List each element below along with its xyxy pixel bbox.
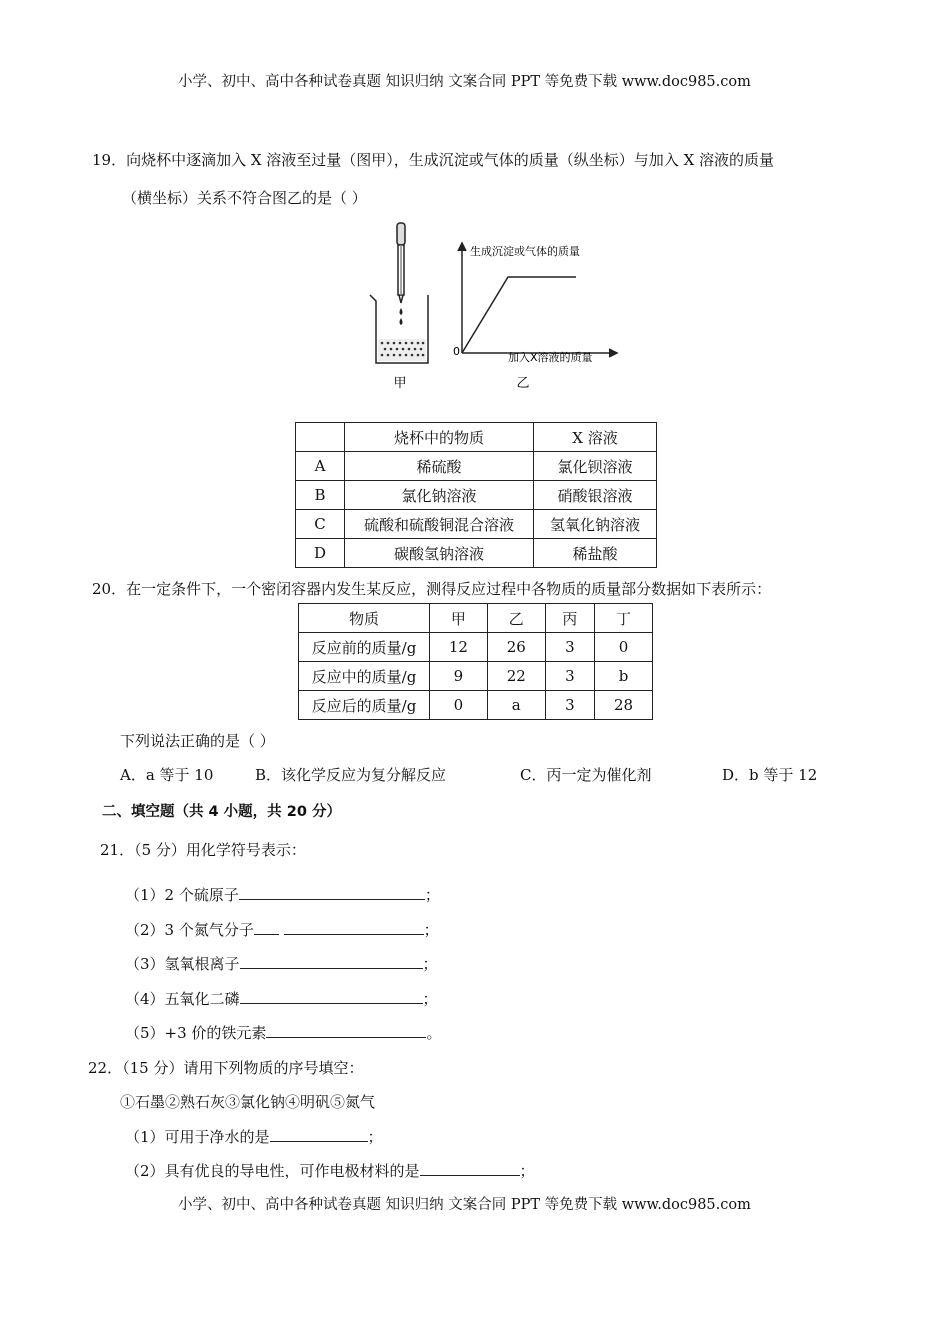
table-cell: B: [296, 481, 345, 510]
q19-stem-line1: 19．向烧杯中逐滴加入 X 溶液至过量（图甲），生成沉淀或气体的质量（纵坐标）与加入 X 溶液的质量: [92, 151, 775, 169]
q21-item-1: [125, 883, 440, 905]
q21-item-5: [125, 1021, 441, 1043]
q22-item-1: [125, 1125, 383, 1147]
q20-stem: 20．在一定条件下，一个密闭容器内发生某反应，测得反应过程中各物质的质量部分数据如下表所示：: [92, 580, 772, 598]
table-cell: 9: [430, 662, 488, 691]
table-cell: 0: [595, 633, 653, 662]
q21-item-label: （2）3 个氮气分子: [125, 921, 254, 939]
table-cell: 硫酸和硫酸铜混合溶液: [345, 510, 534, 539]
table-cell: C: [296, 510, 345, 539]
table-header-cell: [296, 423, 345, 452]
q20-option-c: C．丙一定为催化剂: [520, 766, 652, 784]
answer-blank[interactable]: [240, 987, 423, 1004]
table-row: [296, 423, 657, 452]
beaker-liquid: [378, 339, 426, 361]
table-row: [299, 662, 653, 691]
q21-item-end: 。: [426, 1024, 442, 1042]
table-row: [299, 633, 653, 662]
table-cell: A: [296, 452, 345, 481]
q20-table: [298, 603, 653, 720]
q21-item-4: [125, 987, 438, 1009]
dropper-icon: [397, 223, 405, 303]
table-header-cell: 物质: [299, 604, 430, 633]
q21-item-label: （1）2 个硫原子: [125, 886, 239, 904]
q21-item-label: （3）氢氧根离子: [125, 955, 240, 973]
table-cell: a: [487, 691, 545, 720]
table-row: [296, 481, 657, 510]
q22-stem: 22．（15 分）请用下列物质的序号填空：: [88, 1059, 364, 1077]
table-cell: 反应后的质量/g: [299, 691, 430, 720]
y-axis-label: 生成沉淀或气体的质量: [470, 245, 580, 258]
table-cell: 稀硫酸: [345, 452, 534, 481]
table-header-cell: 丙: [545, 604, 594, 633]
table-cell: 3: [545, 691, 594, 720]
q20-option-a: A．a 等于 10: [120, 766, 214, 784]
answer-blank[interactable]: [240, 952, 423, 969]
q19-table: [295, 422, 657, 568]
table-row: [296, 452, 657, 481]
q19-stem-line2: （横坐标）关系不符合图乙的是（ ）: [122, 189, 367, 207]
table-cell: 0: [430, 691, 488, 720]
q22-item-2: [125, 1159, 535, 1181]
answer-blank[interactable]: [284, 918, 424, 935]
q21-item-end: ；: [422, 990, 438, 1008]
answer-blank[interactable]: [266, 1021, 426, 1038]
drop-icon: [400, 308, 403, 315]
graph-axes: [458, 243, 617, 357]
label-yi: 乙: [516, 376, 530, 391]
q20-question: 下列说法正确的是（ ）: [120, 732, 275, 750]
q22-item-end: ；: [519, 1162, 535, 1180]
table-row: [299, 691, 653, 720]
table-cell: 氯化钠溶液: [345, 481, 534, 510]
table-cell: 3: [545, 662, 594, 691]
answer-blank[interactable]: [254, 918, 279, 935]
label-jia: 甲: [393, 376, 407, 391]
table-header-cell: 乙: [487, 604, 545, 633]
table-header-cell: X 溶液: [534, 423, 657, 452]
answer-blank[interactable]: [239, 883, 425, 900]
table-cell: 26: [487, 633, 545, 662]
table-cell: 硝酸银溶液: [534, 481, 657, 510]
table-cell: 稀盐酸: [534, 539, 657, 568]
q20-option-b: B．该化学反应为复分解反应: [255, 766, 447, 784]
table-header-cell: 烧杯中的物质: [345, 423, 534, 452]
section-title: 二、填空题（共 4 小题，共 20 分）: [102, 804, 341, 820]
table-cell: 28: [595, 691, 653, 720]
q19-figure: [360, 215, 630, 395]
table-row: [296, 539, 657, 568]
drop-icon: [400, 318, 403, 325]
table-cell: 氢氧化钠溶液: [534, 510, 657, 539]
q20-option-d: D．b 等于 12: [722, 766, 818, 784]
table-header-cell: 甲: [430, 604, 488, 633]
table-cell: D: [296, 539, 345, 568]
q21-item-label: （5）+3 价的铁元素: [125, 1024, 267, 1042]
x-axis-label: 加入X溶液的质量: [508, 351, 593, 364]
table-cell: 12: [430, 633, 488, 662]
answer-blank[interactable]: [420, 1159, 520, 1176]
q22-item-end: ；: [367, 1128, 383, 1146]
origin-label: 0: [453, 345, 460, 358]
q21-item-end: ；: [424, 886, 440, 904]
table-cell: 反应前的质量/g: [299, 633, 430, 662]
q21-item-3: [125, 952, 438, 974]
q22-item-label: （2）具有优良的导电性，可作电极材料的是: [125, 1162, 420, 1180]
q22-item-label: （1）可用于净水的是: [125, 1128, 270, 1146]
q21-stem: 21．（5 分）用化学符号表示：: [100, 841, 306, 859]
q22-substances: ①石墨②熟石灰③氯化钠④明矾⑤氮气: [120, 1093, 376, 1111]
q21-item-label: （4）五氧化二磷: [125, 990, 240, 1008]
table-cell: 氯化钡溶液: [534, 452, 657, 481]
q21-item-end: ；: [422, 955, 438, 973]
answer-blank[interactable]: [270, 1125, 368, 1142]
table-row: [296, 510, 657, 539]
table-row: [299, 604, 653, 633]
graph-line: [462, 277, 576, 353]
table-cell: b: [595, 662, 653, 691]
page-header: 小学、初中、高中各种试卷真题 知识归纳 文案合同 PPT 等免费下载 www.doc985.com: [178, 74, 751, 90]
table-cell: 3: [545, 633, 594, 662]
table-header-cell: 丁: [595, 604, 653, 633]
q21-item-2: [125, 918, 439, 940]
table-cell: 22: [487, 662, 545, 691]
table-cell: 反应中的质量/g: [299, 662, 430, 691]
table-cell: 碳酸氢钠溶液: [345, 539, 534, 568]
q21-item-end: ；: [423, 921, 439, 939]
page-footer: 小学、初中、高中各种试卷真题 知识归纳 文案合同 PPT 等免费下载 www.doc985.com: [178, 1197, 751, 1213]
